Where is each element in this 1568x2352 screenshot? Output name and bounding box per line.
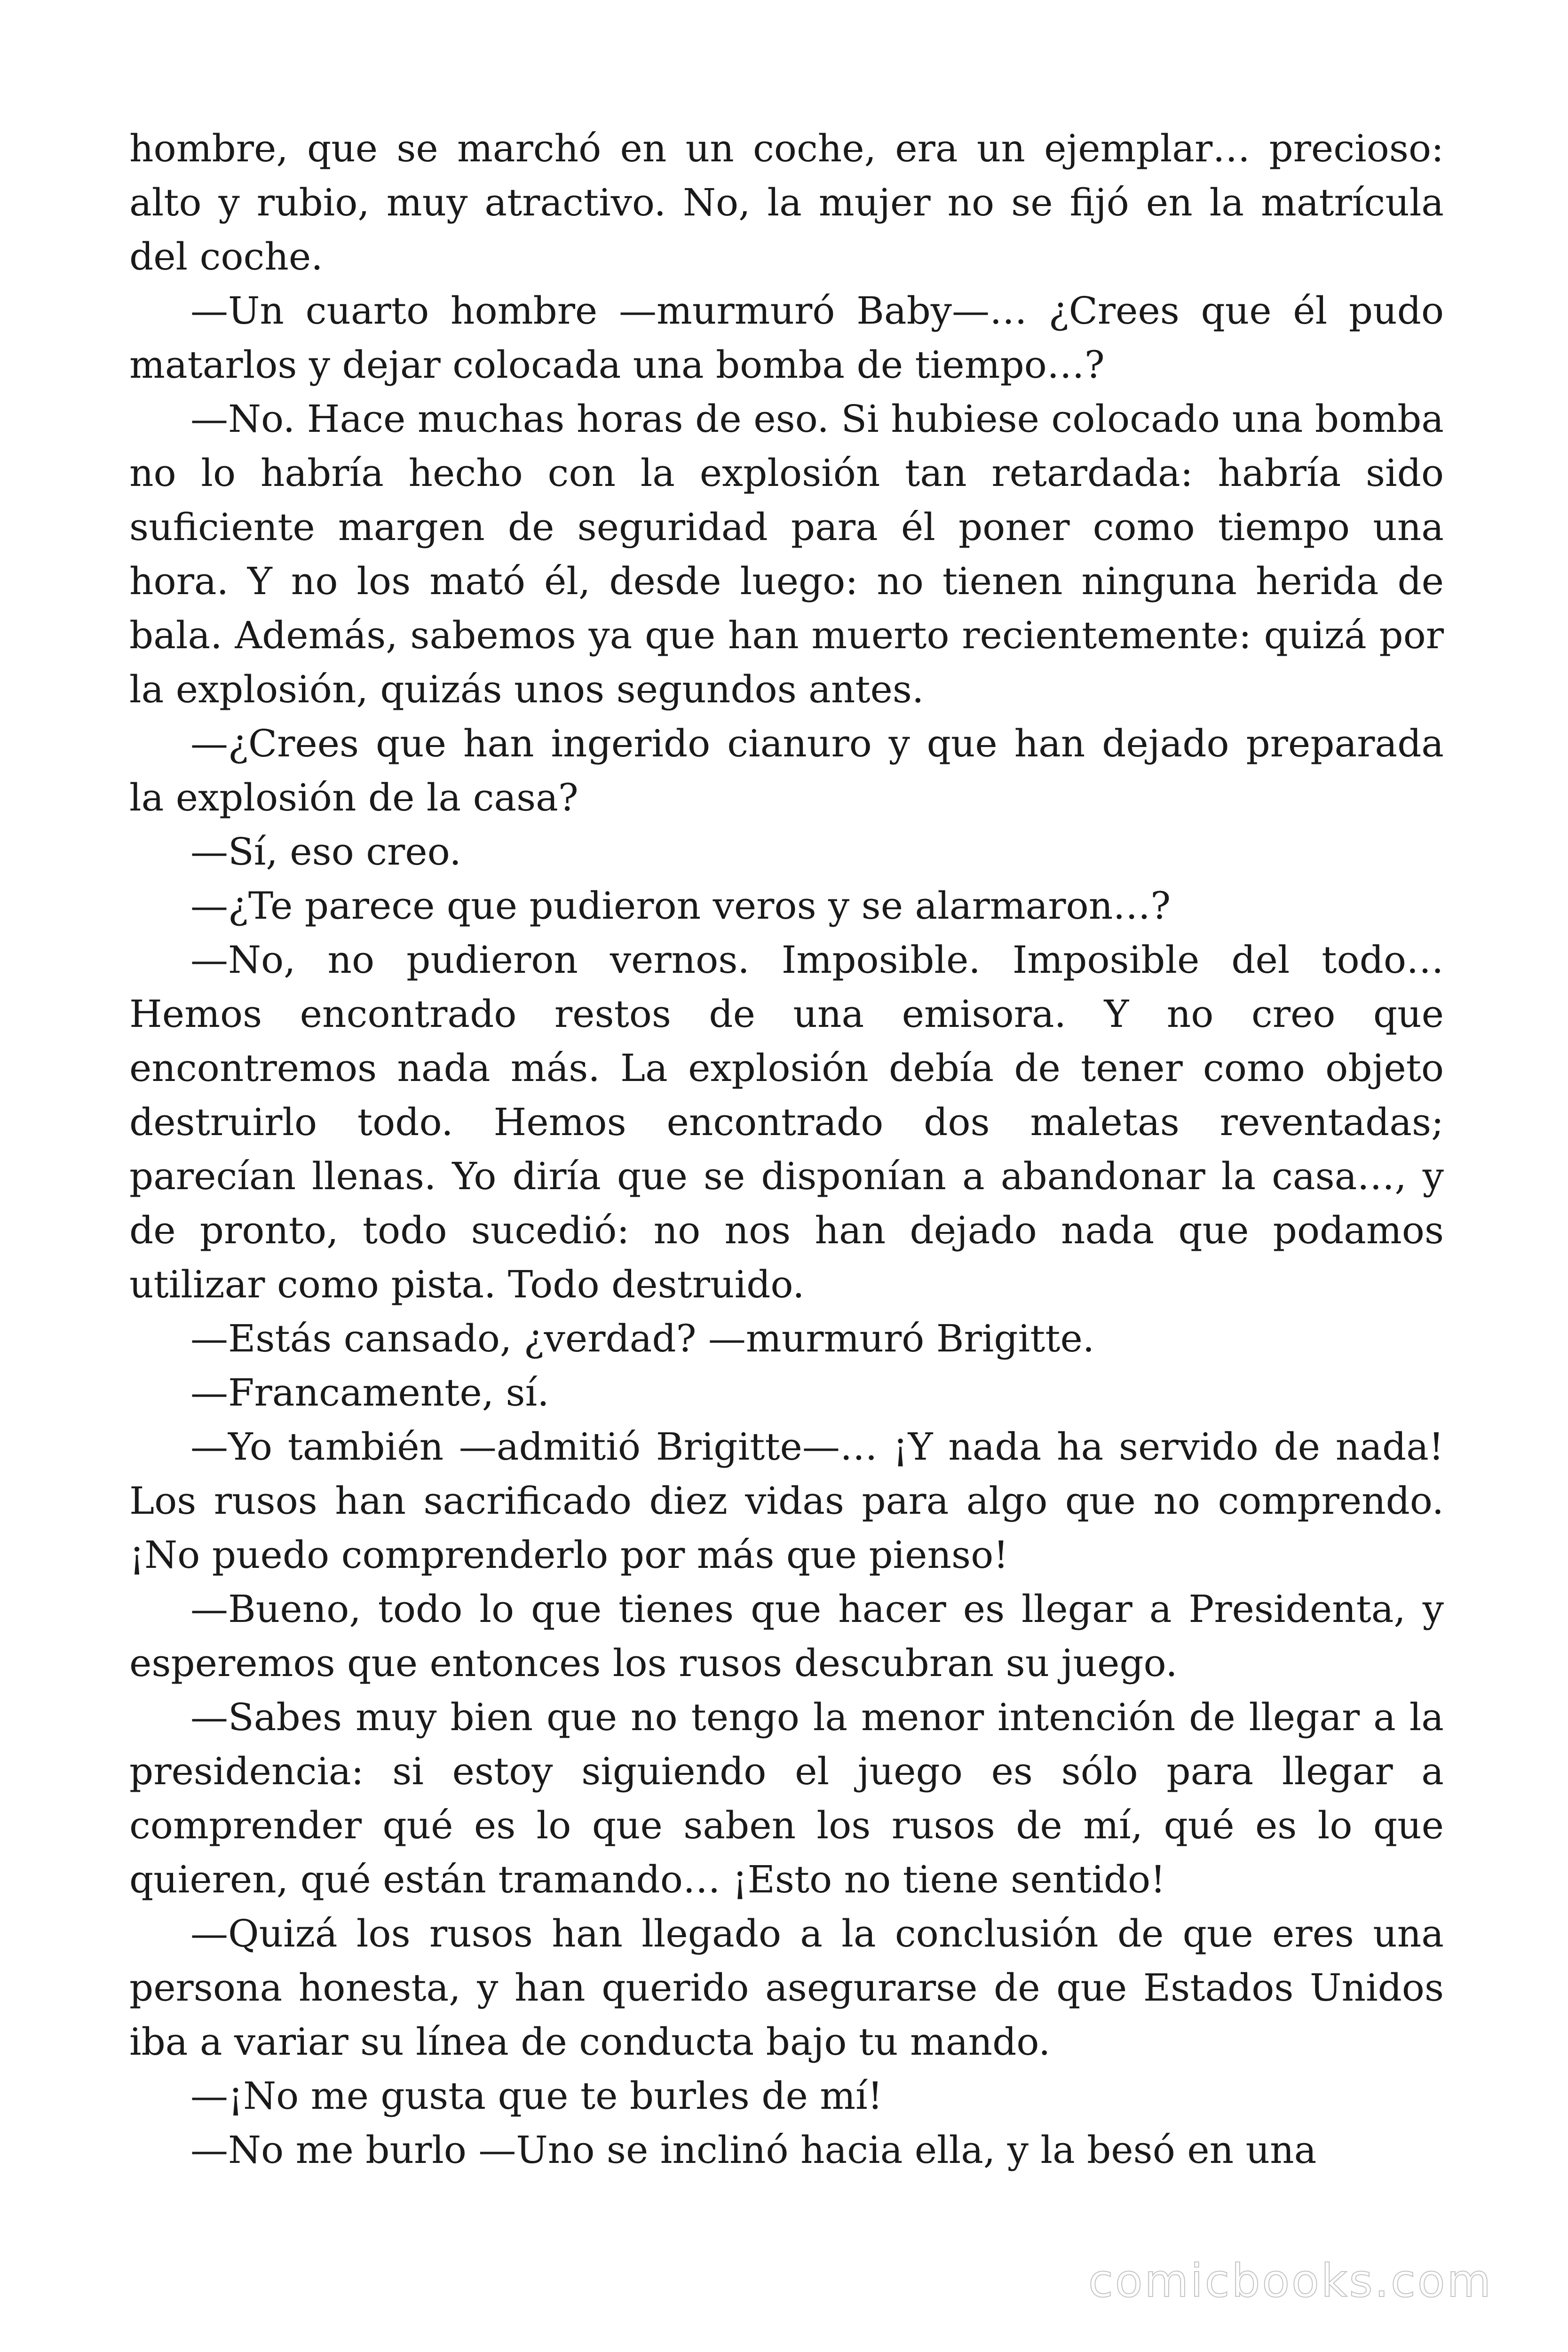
paragraph-4: —¿Crees que han ingerido cianuro y que han dejado preparada la explosión de la casa? <box>129 722 1444 819</box>
paragraph-6: —¿Te parece que pudieron veros y se alarmaron…? <box>190 884 1171 928</box>
paragraph-9: —Francamente, sí. <box>190 1371 549 1414</box>
paragraph-11: —Bueno, todo lo que tienes que hacer es llegar a Presidenta, y esperemos que entonces los rusos descubran su juego. <box>129 1587 1444 1685</box>
paragraph-8: —Estás cansado, ¿verdad? —murmuró Brigitte. <box>190 1317 1095 1360</box>
paragraph-12: —Sabes muy bien que no tengo la menor intención de llegar a la presidencia: si estoy siguiendo el juego es sólo para llegar a comprender qué es lo que saben los rusos de mí, qué es lo que quieren, qué están tramando… ¡Esto no tiene sentido! <box>129 1695 1444 1901</box>
watermark: comicbooks.com <box>1088 2255 1493 2307</box>
paragraph-7: —No, no pudieron vernos. Imposible. Imposible del todo… Hemos encontrado restos de una emisora. Y no creo que encontremos nada más. La explosión debía de tener como objeto destruirlo todo. Hemos encontrado dos maletas reventadas; parecían llenas. Yo diría que se disponían a abandonar la casa…, y de pronto, todo sucedió: no nos han dejado nada que podamos utilizar como pista. Todo destruido. <box>129 938 1444 1306</box>
paragraph-2: —Un cuarto hombre —murmuró Baby—… ¿Crees que él pudo matarlos y dejar colocada una bomba de tiempo…? <box>129 289 1444 387</box>
paragraph-10: —Yo también —admitió Brigitte—… ¡Y nada ha servido de nada! Los rusos han sacrificado diez vidas para algo que no comprendo. ¡No puedo comprenderlo por más que pienso! <box>129 1425 1444 1577</box>
paragraph-1: hombre, que se marchó en un coche, era un ejemplar… precioso: alto y rubio, muy atractivo. No, la mujer no se fijó en la matrícula del coche. <box>129 127 1444 278</box>
paragraph-5: —Sí, eso creo. <box>190 830 461 874</box>
book-page-text <box>129 121 1444 2177</box>
paragraph-15: —No me burlo —Uno se inclinó hacia ella, y la besó en una <box>190 2128 1317 2172</box>
paragraph-3: —No. Hace muchas horas de eso. Si hubiese colocado una bomba no lo habría hecho con la explosión tan retardada: habría sido suficiente margen de seguridad para él poner como tiempo una hora. Y no los mató él, desde luego: no tienen ninguna herida de bala. Además, sabemos ya que han muerto recientemente: quizá por la explosión, quizás unos segundos antes. <box>129 397 1444 711</box>
paragraph-14: —¡No me gusta que te burles de mí! <box>190 2074 883 2118</box>
paragraph-13: —Quizá los rusos han llegado a la conclusión de que eres una persona honesta, y han querido asegurarse de que Estados Unidos iba a variar su línea de conducta bajo tu mando. <box>129 1912 1444 2064</box>
